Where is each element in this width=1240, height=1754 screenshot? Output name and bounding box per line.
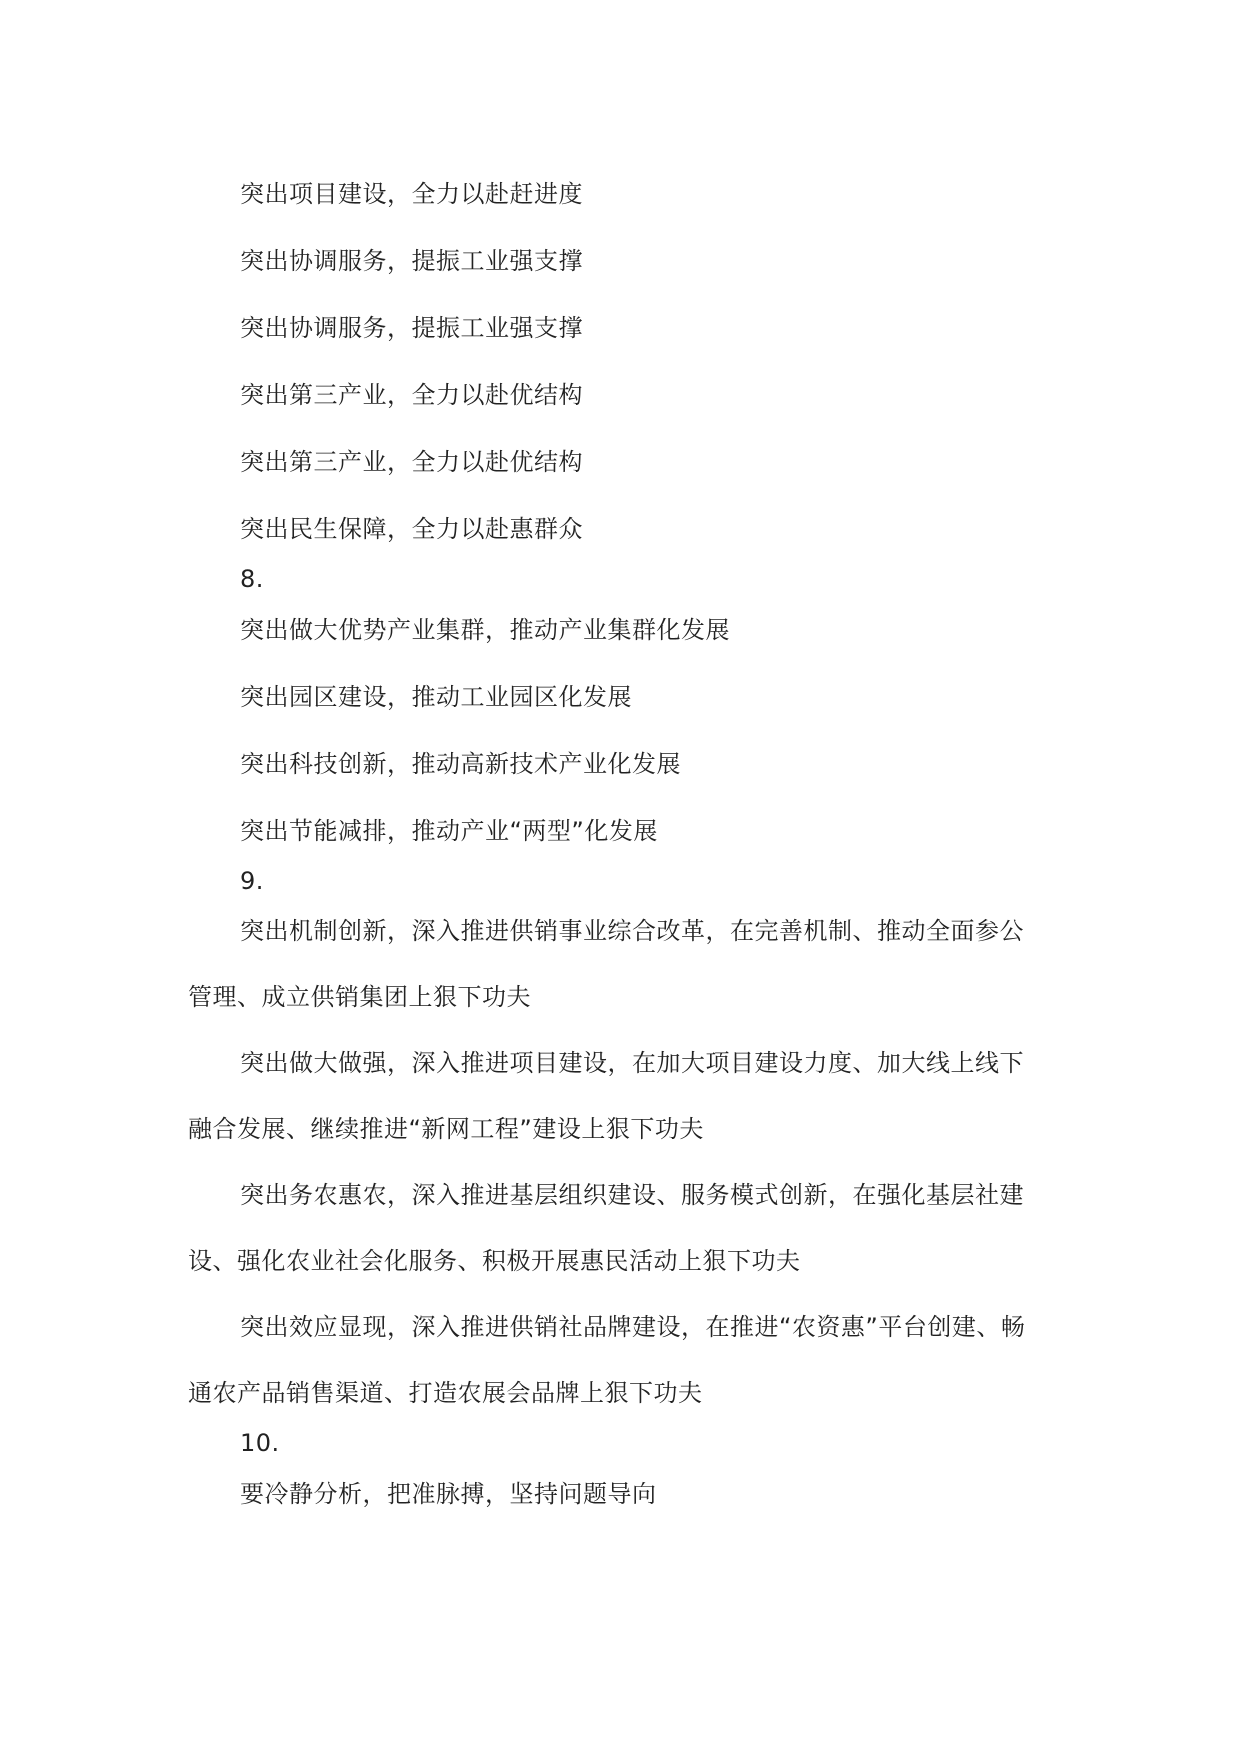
- paragraph-line: 融合发展、继续推进“新网工程”建设上狠下功夫: [188, 1115, 704, 1143]
- paragraph-line: 管理、成立供销集团上狠下功夫: [188, 983, 531, 1011]
- section-number: 9.: [240, 867, 264, 895]
- list-item: 突出协调服务，提振工业强支撑: [240, 314, 583, 342]
- paragraph-line: 突出做大做强，深入推进项目建设，在加大项目建设力度、加大线上线下: [240, 1049, 1024, 1077]
- list-item: 突出第三产业，全力以赴优结构: [240, 381, 583, 409]
- list-item: 突出做大优势产业集群，推动产业集群化发展: [240, 616, 730, 644]
- list-item: 要冷静分析，把准脉搏，坚持问题导向: [240, 1480, 657, 1508]
- list-item: 突出节能减排，推动产业“两型”化发展: [240, 817, 658, 845]
- paragraph-line: 突出务农惠农，深入推进基层组织建设、服务模式创新，在强化基层社建: [240, 1181, 1024, 1209]
- list-item: 突出协调服务，提振工业强支撑: [240, 247, 583, 275]
- paragraph-line: 通农产品销售渠道、打造农展会品牌上狠下功夫: [188, 1379, 703, 1407]
- list-item: 突出项目建设，全力以赴赶进度: [240, 180, 583, 208]
- list-item: 突出第三产业，全力以赴优结构: [240, 448, 583, 476]
- paragraph-line: 突出机制创新，深入推进供销事业综合改革，在完善机制、推动全面参公: [240, 917, 1024, 945]
- paragraph-line: 设、强化农业社会化服务、积极开展惠民活动上狠下功夫: [188, 1247, 801, 1275]
- list-item: 突出科技创新，推动高新技术产业化发展: [240, 750, 681, 778]
- section-number: 10.: [240, 1429, 280, 1457]
- list-item: 突出民生保障，全力以赴惠群众: [240, 515, 583, 543]
- list-item: 突出园区建设，推动工业园区化发展: [240, 683, 632, 711]
- section-number: 8.: [240, 565, 264, 593]
- paragraph-line: 突出效应显现，深入推进供销社品牌建设，在推进“农资惠”平台创建、畅: [240, 1313, 1026, 1341]
